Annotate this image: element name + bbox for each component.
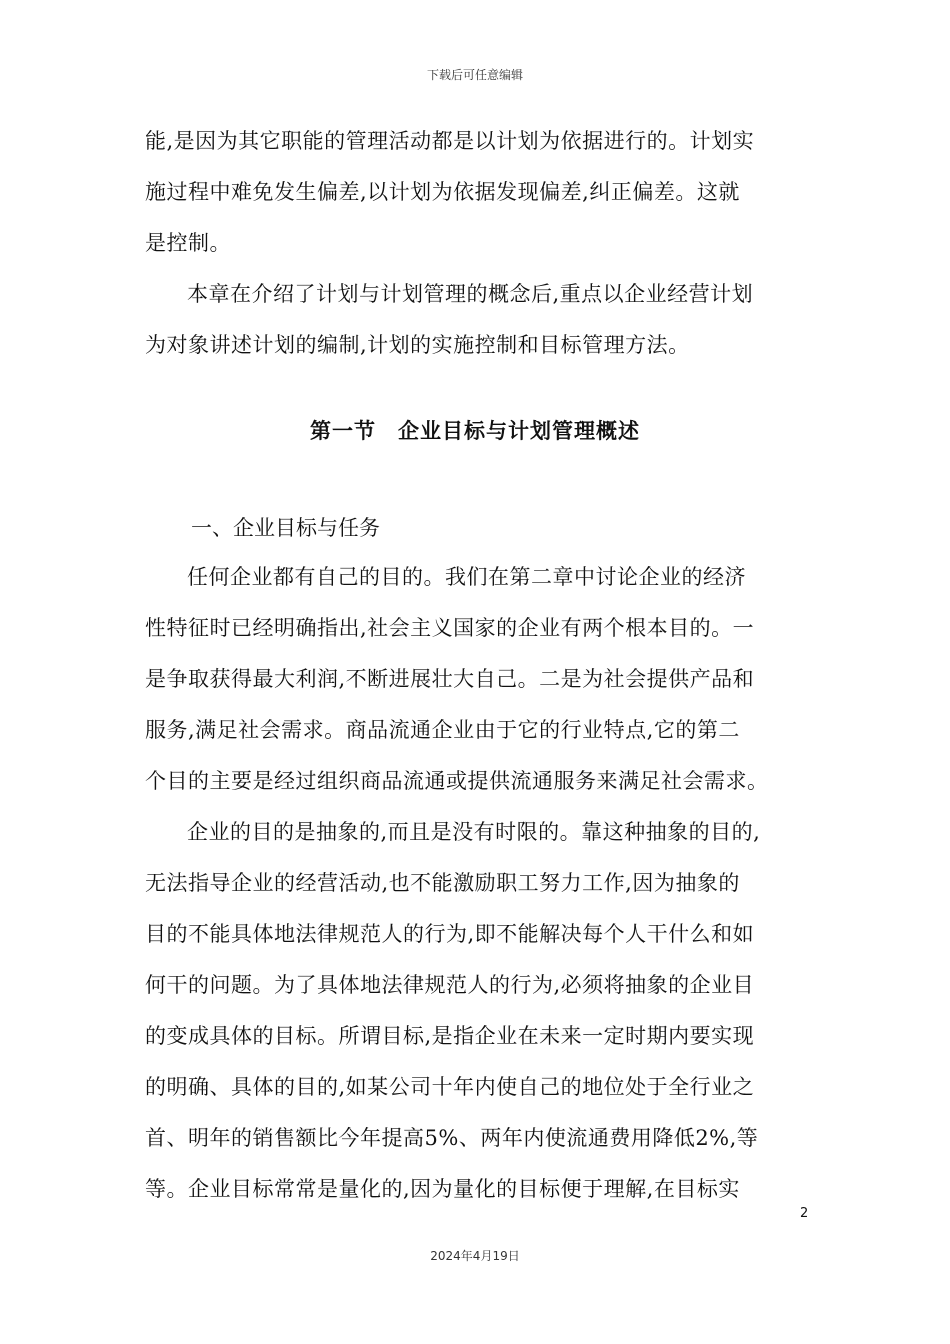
page-footer-date: 2024年4月19日	[430, 1249, 520, 1263]
text-line: 是控制。	[145, 231, 231, 255]
text-line: 为对象讲述计划的编制,计划的实施控制和目标管理方法。	[145, 333, 690, 357]
body-block	[145, 552, 815, 1215]
section-heading: 第一节 企业目标与计划管理概述	[310, 419, 640, 443]
text-line: 是争取获得最大利润,不断进展壮大自己。二是为社会提供产品和	[145, 667, 755, 691]
subsection-heading: 一、企业目标与任务	[191, 516, 380, 540]
text-line: 的明确、具体的目的,如某公司十年内使自己的地位处于全行业之	[145, 1075, 755, 1099]
text-line: 目的不能具体地法律规范人的行为,即不能解决每个人干什么和如	[145, 922, 755, 946]
page-number: 2	[800, 1206, 809, 1221]
text-line: 本章在介绍了计划与计划管理的概念后,重点以企业经营计划	[187, 282, 754, 306]
text-line: 等。企业目标常常是量化的,因为量化的目标便于理解,在目标实	[145, 1177, 740, 1201]
text-line: 企业的目的是抽象的,而且是没有时限的。靠这种抽象的目的,	[187, 820, 761, 844]
intro-block	[145, 116, 810, 371]
text-line: 服务,满足社会需求。商品流通企业由于它的行业特点,它的第二	[145, 718, 740, 742]
text-line: 的变成具体的目标。所谓目标,是指企业在未来一定时期内要实现	[145, 1024, 755, 1048]
text-line: 个目的主要是经过组织商品流通或提供流通服务来满足社会需求。	[145, 769, 769, 793]
text-line: 无法指导企业的经营活动,也不能激励职工努力工作,因为抽象的	[145, 871, 740, 895]
text-line: 首、明年的销售额比今年提高5%、两年内使流通费用降低2%,等	[145, 1126, 759, 1150]
text-line: 能,是因为其它职能的管理活动都是以计划为依据进行的。计划实	[145, 129, 755, 153]
text-line: 任何企业都有自己的目的。我们在第二章中讨论企业的经济	[187, 565, 746, 589]
text-line: 性特征时已经明确指出,社会主义国家的企业有两个根本目的。一	[145, 616, 755, 640]
page-header: 下载后可任意编辑	[426, 68, 523, 82]
text-line: 何干的问题。为了具体地法律规范人的行为,必须将抽象的企业目	[145, 973, 755, 997]
text-line: 施过程中难免发生偏差,以计划为依据发现偏差,纠正偏差。这就	[145, 180, 740, 204]
